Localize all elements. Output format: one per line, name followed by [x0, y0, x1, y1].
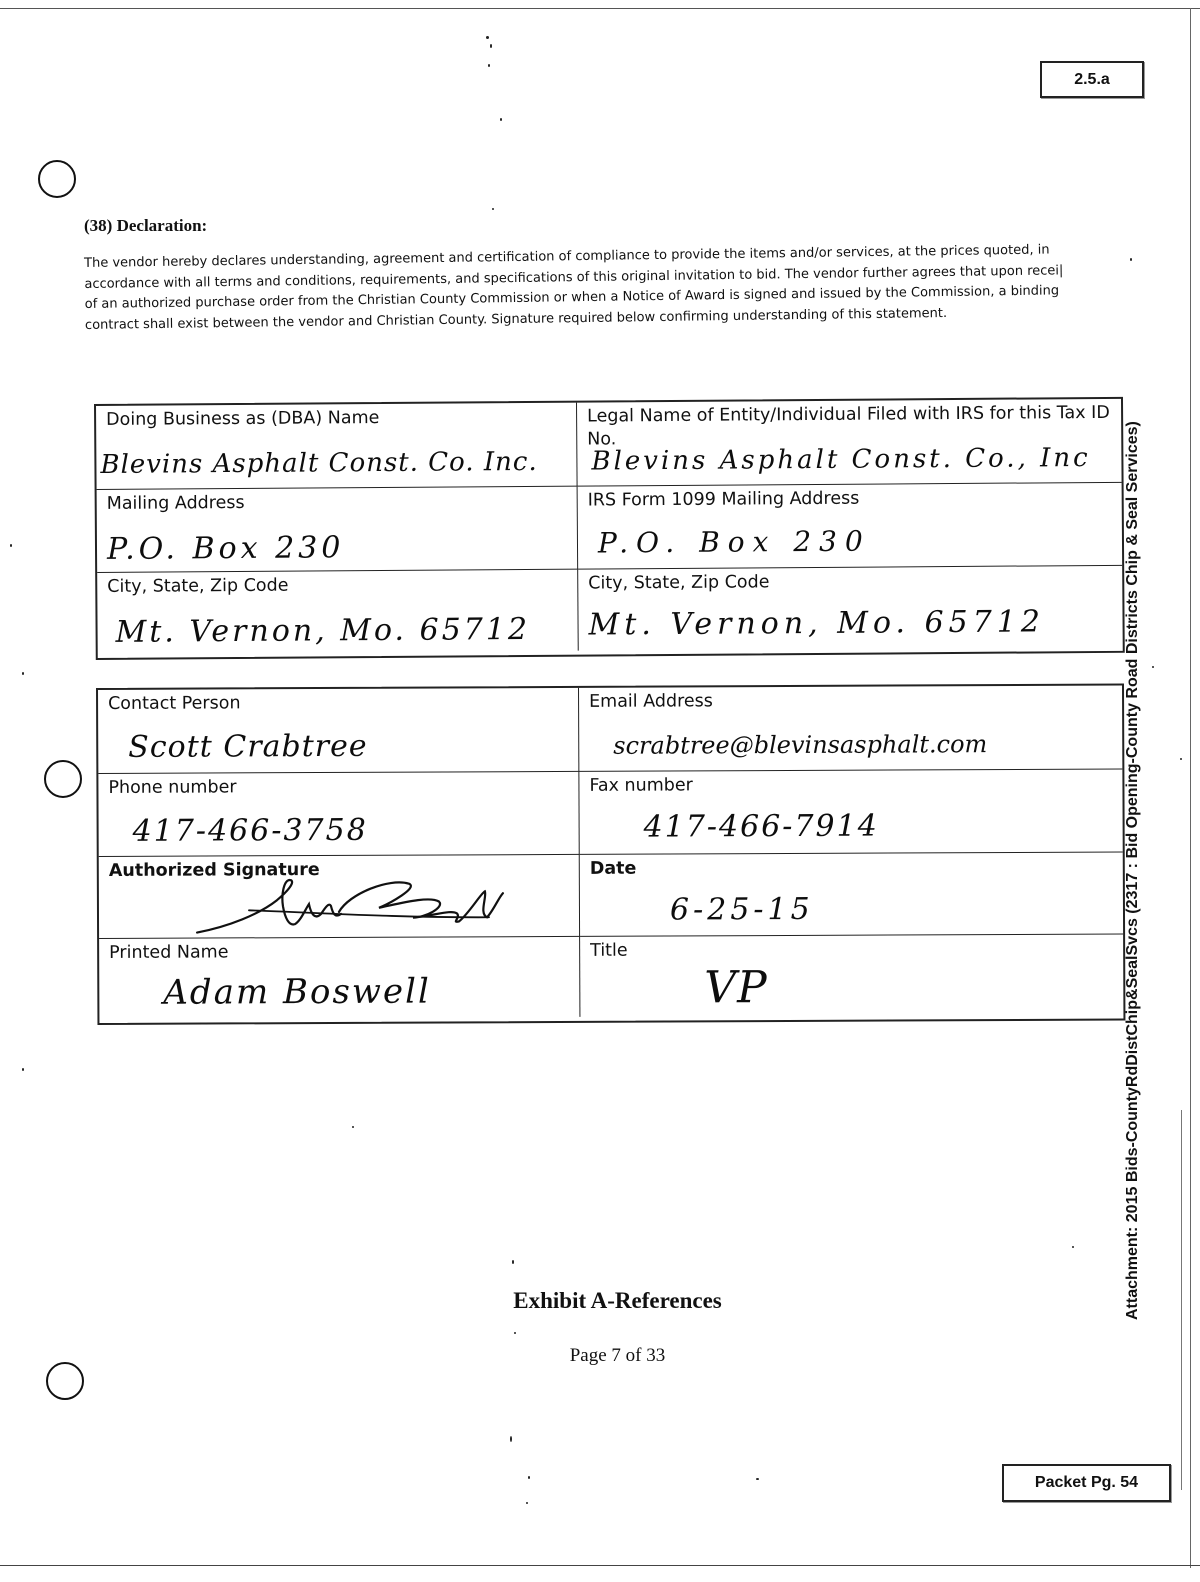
legal-name-label: Legal Name of Entity/Individual Filed with IRS for this Tax ID No.	[587, 402, 1110, 450]
scan-speck	[490, 44, 492, 48]
fax-number-label: Fax number	[589, 775, 693, 796]
scan-speck	[528, 1476, 530, 1479]
city-state-zip-label: City, State, Zip Code	[107, 575, 289, 597]
mailing-address-cell[interactable]	[97, 487, 579, 573]
phone-number-value: 417-466-3758	[132, 812, 368, 849]
irs-city-state-zip-label: City, State, Zip Code	[588, 572, 770, 594]
contact-info-table	[96, 684, 1125, 1025]
city-state-zip-cell[interactable]	[97, 570, 579, 654]
scan-speck	[1072, 1246, 1074, 1248]
packet-page-tag: Packet Pg. 54	[1002, 1464, 1171, 1502]
title-label: Title	[590, 940, 628, 961]
fax-number-cell[interactable]	[579, 770, 1122, 855]
date-cell[interactable]	[580, 853, 1123, 937]
scan-speck	[500, 118, 502, 121]
scan-speck	[22, 1068, 24, 1071]
punch-hole-middle	[44, 760, 82, 798]
fax-number-value: 417-466-7914	[643, 808, 879, 845]
page-top-border	[0, 8, 1200, 9]
punch-hole-bottom	[46, 1362, 84, 1400]
irs-city-state-zip-value: Mt. Vernon, Mo. 65712	[588, 604, 1046, 643]
page-bottom-border	[0, 1565, 1200, 1566]
scan-speck	[1180, 758, 1182, 760]
agenda-item-tag: 2.5.a	[1040, 61, 1144, 98]
email-value: scrabtree@blevinsasphalt.com	[613, 730, 988, 760]
authorized-signature-image	[189, 873, 509, 938]
declaration-line: contract shall exist between the vendor and Christian County. Signature required below confirming understanding of this statement.	[84, 305, 948, 333]
scan-speck	[488, 64, 490, 67]
title-value: VP	[704, 962, 768, 1014]
page-number: Page 7 of 33	[569, 1345, 666, 1366]
scan-speck	[526, 1502, 528, 1504]
scan-speck	[10, 544, 12, 547]
authorized-signature-cell[interactable]	[99, 855, 580, 939]
scan-speck	[1152, 666, 1154, 668]
declaration-line: The vendor hereby declares understanding, agreement and certification of compliance to provide the items and/or services, at the prices quoted, in	[84, 242, 1050, 271]
phone-number-cell[interactable]	[98, 772, 579, 857]
printed-name-label: Printed Name	[109, 942, 229, 963]
scan-speck	[22, 672, 24, 675]
business-info-table	[94, 397, 1125, 660]
title-cell[interactable]	[580, 935, 1123, 1017]
side-attachment-label: Attachment: 2015 Bids-CountyRdDistChip&SealSvcs (2317 : Bid Opening-County Road Districts Chip & Seal Services)	[1124, 421, 1141, 1320]
legal-name-cell[interactable]	[577, 399, 1122, 487]
scan-speck	[510, 1436, 512, 1442]
irs-city-state-zip-cell[interactable]	[578, 566, 1123, 651]
mailing-address-label: Mailing Address	[106, 492, 245, 514]
city-state-zip-value: Mt. Vernon, Mo. 65712	[115, 611, 531, 650]
contact-person-value: Scott Crabtree	[128, 728, 368, 765]
declaration-line: accordance with all terms and conditions, requirements, and specifications of this original invitation to bid. The vendor further agrees that upon recei|	[84, 262, 1064, 292]
scan-speck	[756, 1478, 759, 1480]
mailing-address-value: P.O. Box 230	[106, 530, 345, 567]
legal-name-value: Blevins Asphalt Const. Co., Inc	[591, 443, 1091, 477]
irs-mailing-address-label: IRS Form 1099 Mailing Address	[587, 488, 860, 511]
scan-speck	[514, 1332, 516, 1334]
contact-person-cell[interactable]	[98, 688, 579, 774]
declaration-heading: (38) Declaration:	[84, 216, 208, 235]
dba-label: Doing Business as (DBA) Name	[106, 408, 380, 430]
date-label: Date	[589, 858, 637, 879]
irs-mailing-address-cell[interactable]	[578, 483, 1123, 570]
punch-hole-top	[38, 160, 76, 198]
scan-speck	[512, 1260, 514, 1264]
email-label: Email Address	[589, 691, 713, 712]
printed-name-cell[interactable]	[99, 937, 580, 1019]
dba-cell[interactable]	[96, 403, 578, 490]
scan-speck	[486, 36, 489, 39]
page-right-border	[1190, 8, 1191, 1568]
contact-person-label: Contact Person	[108, 693, 241, 714]
dba-value: Blevins Asphalt Const. Co. Inc.	[100, 446, 538, 480]
scan-speck	[492, 208, 494, 210]
email-cell[interactable]	[579, 686, 1122, 772]
declaration-body	[84, 240, 1115, 336]
printed-name-value: Adam Boswell	[163, 971, 431, 1013]
declaration-line: of an authorized purchase order from the Christian County Commission or when a Notice of Award is signed and issued by the Commission, a binding	[84, 283, 1060, 312]
exhibit-title: Exhibit A-References	[513, 1288, 722, 1313]
phone-number-label: Phone number	[108, 777, 237, 798]
date-value: 6-25-15	[669, 891, 814, 928]
irs-mailing-address-value: P.O. Box 230	[597, 524, 871, 560]
authorized-signature-label: Authorized Signature	[108, 860, 320, 881]
scan-speck	[352, 1126, 354, 1128]
scan-speck	[1130, 258, 1132, 261]
